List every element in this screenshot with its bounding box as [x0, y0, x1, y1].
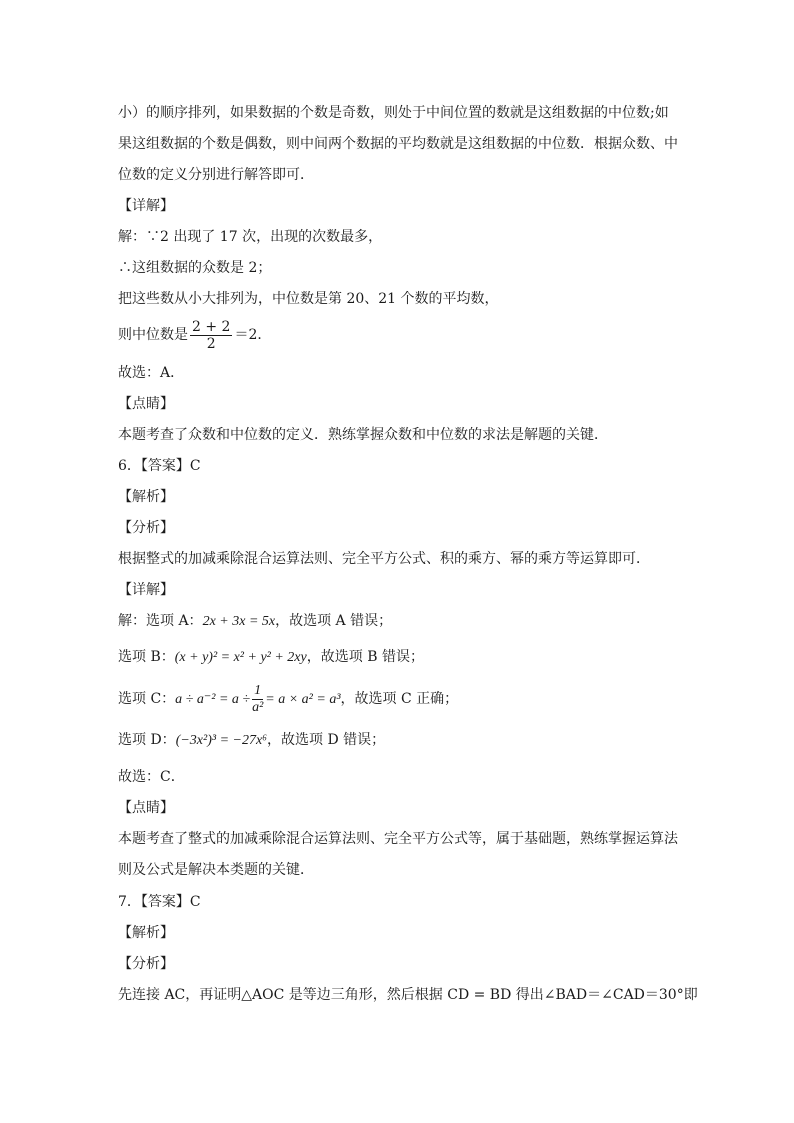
text-line: 本题考查了整式的加减乘除混合运算法则、完全平方公式等，属于基础题，熟练掌握运算法: [118, 831, 678, 847]
section-heading: 【点睛】: [118, 800, 174, 816]
section-heading: 【详解】: [118, 198, 174, 214]
option-c-line: [118, 682, 458, 717]
text-line: 根据整式的加减乘除混合运算法则、完全平方公式、积的乘方、幂的乘方等运算即可．: [118, 551, 650, 567]
text-line: 故选：A．: [118, 365, 185, 381]
text-line: 果这组数据的个数是偶数，则中间两个数据的平均数就是这组数据的中位数．根据众数、中: [118, 136, 678, 152]
text-fragment: ，故选项 B 错误；: [306, 649, 424, 665]
fraction: [252, 683, 263, 716]
question-answer: 6．【答案】C: [118, 458, 201, 474]
section-heading: 【解析】: [118, 489, 174, 505]
text-line: 先连接 AC，再证明△AOC 是等边三角形，然后根据 CD = BD 得出∠BAD＝∠CAD＝30°即: [118, 987, 698, 1003]
fraction-numerator: 1: [252, 683, 263, 700]
math-expression: 2x + 3x = 5x: [202, 614, 276, 629]
text-line: 本题考查了众数和中位数的定义．熟练掌握众数和中位数的求法是解题的关键．: [118, 427, 608, 443]
text-line: 解：∵2 出现了 17 次，出现的次数最多，: [118, 229, 383, 245]
text-line: 故选：C．: [118, 769, 185, 785]
math-expression: (−3x²)³ = −27x⁶: [175, 733, 268, 748]
fraction-denominator: a²: [252, 699, 264, 715]
text-fragment: ，故选项 C 正确；: [340, 691, 459, 707]
section-heading: 【分析】: [118, 956, 174, 972]
section-heading: 【分析】: [118, 520, 174, 536]
text-line: 小）的顺序排列，如果数据的个数是奇数，则处于中间位置的数就是这组数据的中位数;如: [118, 105, 669, 121]
question-answer: 7．【答案】C: [118, 894, 201, 910]
section-heading: 【点睛】: [118, 396, 174, 412]
fraction: [190, 319, 232, 352]
section-heading: 【详解】: [118, 582, 174, 598]
text-line: ∴这组数据的众数是 2；: [118, 260, 272, 276]
text-fragment: ，故选项 D 错误；: [267, 732, 386, 748]
section-heading: 【解析】: [118, 925, 174, 941]
text-fragment: 选项 D：: [118, 732, 176, 748]
option-a-line: [118, 611, 392, 632]
option-d-line: [118, 730, 385, 751]
text-fragment: ＝2．: [234, 327, 272, 343]
text-fragment: 选项 B：: [118, 649, 175, 665]
math-expression: a ÷ a⁻² = a ÷: [175, 692, 251, 707]
text-fragment: 则中位数是: [118, 327, 188, 343]
option-b-line: [118, 647, 424, 668]
math-expression: (x + y)² = x² + y² + 2xy: [174, 650, 307, 665]
text-line: 位数的定义分别进行解答即可．: [118, 167, 314, 183]
text-fragment: ，故选项 A 错误；: [275, 613, 393, 629]
fraction-denominator: 2: [206, 335, 216, 352]
math-expression: = a × a² = a³: [265, 692, 341, 707]
text-line: 把这些数从小大排列为，中位数是第 20、21 个数的平均数，: [118, 291, 499, 307]
median-formula-line: [118, 318, 271, 352]
fraction-numerator: 2 + 2: [192, 318, 231, 335]
text-fragment: 选项 C：: [118, 691, 176, 707]
text-fragment: 解：选项 A：: [118, 613, 203, 629]
text-line: 则及公式是解决本类题的关键．: [118, 862, 314, 878]
